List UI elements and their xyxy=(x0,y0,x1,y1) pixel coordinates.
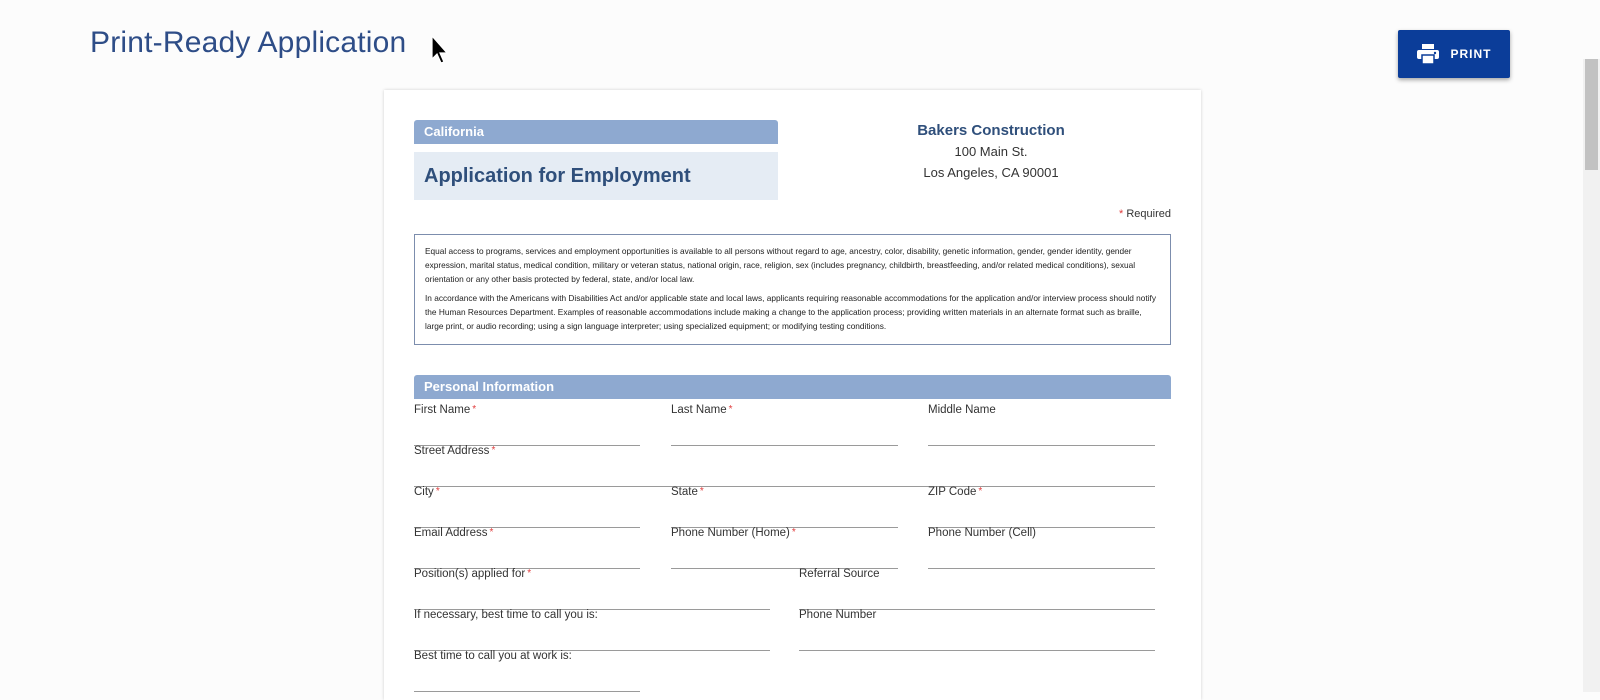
required-marker: * xyxy=(1119,208,1124,220)
required-note xyxy=(1119,208,1171,220)
print-label: PRINT xyxy=(1450,47,1492,61)
field-label: Phone Number xyxy=(799,609,877,621)
company-block xyxy=(878,120,1104,183)
application-title: Application for Employment xyxy=(414,152,778,200)
zip-code-field[interactable] xyxy=(928,486,1155,528)
street-address-field[interactable] xyxy=(414,445,1155,487)
print-button[interactable] xyxy=(1398,30,1510,78)
scrollbar-thumb[interactable] xyxy=(1585,59,1598,170)
best-time-work-field[interactable] xyxy=(414,650,640,692)
field-label: First Name * xyxy=(414,404,477,416)
field-label: Referral Source xyxy=(799,568,880,580)
eeo-notice xyxy=(414,234,1171,345)
referral-source-field[interactable] xyxy=(799,568,1155,610)
printer-icon xyxy=(1417,44,1439,64)
field-label: Phone Number (Cell) xyxy=(928,527,1037,539)
field-label: Last Name * xyxy=(671,404,733,416)
field-label: Best time to call you at work is: xyxy=(414,650,572,662)
field-label: Street Address * xyxy=(414,445,496,457)
page-title: Print-Ready Application xyxy=(90,26,407,59)
company-address-line1: 100 Main St. xyxy=(954,144,1028,159)
middle-name-field[interactable] xyxy=(928,404,1155,446)
required-text: Required xyxy=(1126,208,1171,220)
mouse-pointer-icon xyxy=(431,35,451,65)
notice-paragraph-2: In accordance with the Americans with Disabilities Act and/or applicable state and local laws, applicants requiring reasonable accommodations for the application and/or interview process should notify the Human Resources Department. Examples of reasonable accommodations include making a change to the application process; providing written materials in an alternate format such as braille, large print, or audio recording; using a sign language interpreter; using specialized equipment; or modifying testing conditions. xyxy=(425,293,1156,331)
best-time-field[interactable] xyxy=(414,609,770,651)
field-label: ZIP Code * xyxy=(928,486,983,498)
field-label: If necessary, best time to call you is: xyxy=(414,609,598,621)
notice-paragraph-1: Equal access to programs, services and employment opportunities is available to all persons without regard to age, ancestry, color, disability, genetic information, gender, gender identity, gender expression, marital status, medical condition, military or veteran status, national origin, race, religion, sex (includes pregnancy, childbirth, breastfeeding, and/or related medical conditions), sexual orientation or any other basis protected by federal, state, and/or local law. xyxy=(425,246,1136,284)
phone-number-field[interactable] xyxy=(799,609,1155,651)
last-name-field[interactable] xyxy=(671,404,898,446)
email-address-field[interactable] xyxy=(414,527,640,569)
company-name: Bakers Construction xyxy=(917,122,1065,139)
state-header: California xyxy=(414,120,778,144)
city-field[interactable] xyxy=(414,486,640,528)
field-label: City * xyxy=(414,486,440,498)
phone-cell-field[interactable] xyxy=(928,527,1155,569)
position-applied-field[interactable] xyxy=(414,568,770,610)
field-label: State * xyxy=(671,486,704,498)
field-label: Position(s) applied for * xyxy=(414,568,532,580)
field-label: Email Address * xyxy=(414,527,494,539)
first-name-field[interactable] xyxy=(414,404,640,446)
field-label: Phone Number (Home) * xyxy=(671,527,796,539)
field-label: Middle Name xyxy=(928,404,996,416)
section-personal-information: Personal Information xyxy=(414,375,1171,399)
application-document xyxy=(384,90,1201,700)
phone-home-field[interactable] xyxy=(671,527,898,569)
company-address-line2: Los Angeles, CA 90001 xyxy=(923,165,1059,180)
state-field[interactable] xyxy=(671,486,898,528)
